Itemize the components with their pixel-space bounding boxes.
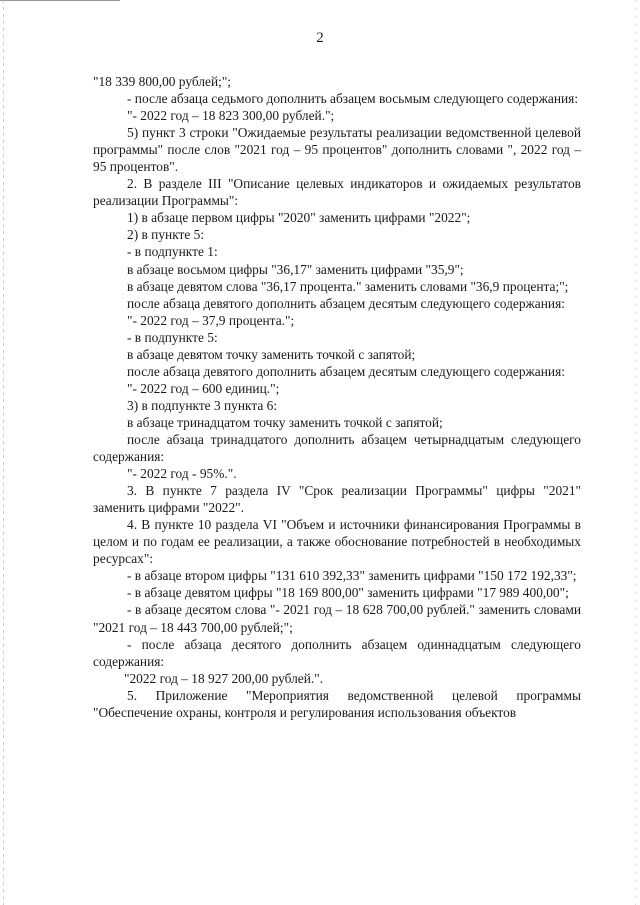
- scan-edge-left: [3, 0, 4, 905]
- paragraph: 4. В пункте 10 раздела VI "Объем и источники финансирования Программы в целом и по годам ее реализации, а также обоснование потребностей в необходимых ресурсах":: [93, 517, 581, 567]
- paragraph: - после абзаца седьмого дополнить абзацем восьмым следующего содержания:: [127, 91, 579, 107]
- paragraph: - в подпункте 1:: [127, 244, 218, 260]
- paragraph: в абзаце девятом точку заменить точкой с запятой;: [127, 346, 416, 362]
- paragraph: "- 2022 год – 600 единиц.";: [127, 380, 280, 396]
- paragraph: в абзаце тринадцатом точку заменить точкой с запятой;: [127, 414, 443, 430]
- paragraph: в абзаце девятом слова "36,17 процента." заменить словами "36,9 процента;";: [127, 278, 569, 294]
- paragraph: 5. Приложение "Мероприятия ведомственной целевой программы "Обеспечение охраны, контроля и регулирования использования объектов: [93, 687, 581, 720]
- paragraph: 3. В пункте 7 раздела IV "Срок реализации Программы" цифры "2021" заменить цифрами "2022".: [93, 483, 581, 516]
- paragraph: 2) в пункте 5:: [127, 227, 205, 243]
- page-number: 2: [316, 30, 324, 46]
- paragraph: - в абзаце девятом цифры "18 169 800,00" заменить цифрами "17 989 400,00";: [127, 585, 569, 601]
- paragraph: "2022 год – 18 927 200,00 рублей.".: [124, 670, 324, 686]
- paragraph: - в абзаце втором цифры "131 610 392,33" заменить цифрами "150 172 192,33";: [127, 568, 577, 584]
- paragraph: - в абзаце десятом слова "- 2021 год – 18 628 700,00 рублей." заменить словами "2021 год – 18 443 700,00 рублей;";: [93, 602, 581, 635]
- paragraph: "- 2022 год – 18 823 300,00 рублей.";: [127, 108, 335, 124]
- document-body: [93, 73, 581, 721]
- paragraph: - в подпункте 5:: [127, 329, 218, 345]
- paragraph: 3) в подпункте 3 пункта 6:: [127, 397, 278, 413]
- paragraph: после абзаца тринадцатого дополнить абзацем четырнадцатым следующего содержания:: [93, 431, 581, 465]
- paragraph: после абзаца девятого дополнить абзацем десятым следующего содержания:: [127, 363, 565, 379]
- paragraph: "- 2022 год – 37,9 процента.";: [127, 312, 295, 328]
- paragraph: 2. В разделе III "Описание целевых индикаторов и ожидаемых результатов реализации Программы":: [93, 176, 581, 209]
- scan-top-rule: [0, 0, 120, 1]
- paragraph: "- 2022 год - 95%.".: [127, 466, 237, 482]
- paragraph: после абзаца девятого дополнить абзацем десятым следующего содержания:: [127, 295, 565, 311]
- paragraph: "18 339 800,00 рублей;";: [93, 74, 232, 89]
- scan-edge-right: [635, 0, 636, 905]
- paragraph: в абзаце восьмом цифры "36,17" заменить цифрами "35,9";: [127, 261, 464, 277]
- paragraph: 1) в абзаце первом цифры "2020" заменить цифрами "2022";: [127, 210, 471, 226]
- paragraph: 5) пункт 3 строки "Ожидаемые результаты реализации ведомственной целевой программы" после слов "2021 год – 95 процентов" дополнить словами ", 2022 год – 95 процентов".: [93, 125, 581, 175]
- paragraph: - после абзаца десятого дополнить абзацем одиннадцатым следующего содержания:: [93, 636, 581, 669]
